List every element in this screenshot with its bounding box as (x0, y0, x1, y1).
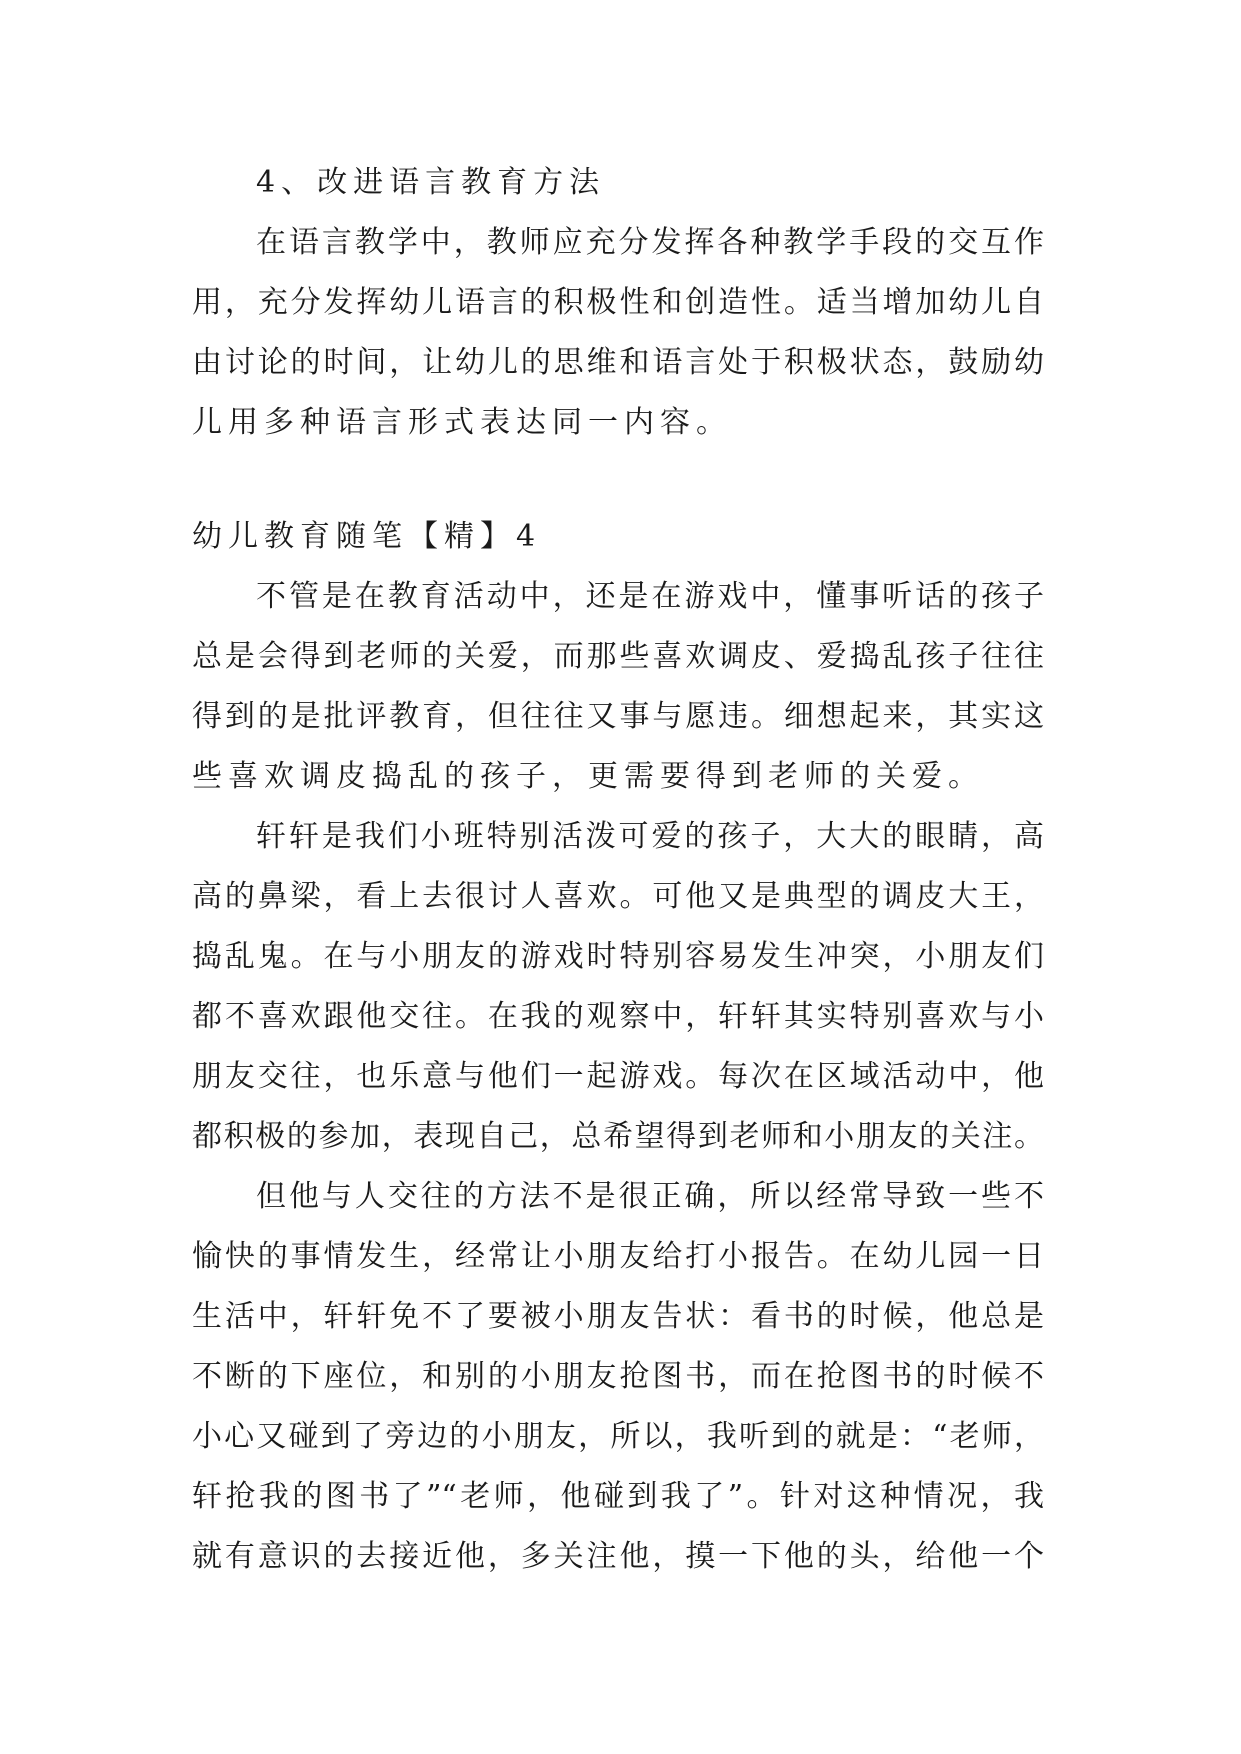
paragraph-line: 小心又碰到了旁边的小朋友，所以，我听到的就是：“老师， (192, 1419, 1044, 1454)
paragraph-line: 在语言教学中，教师应充分发挥各种教学手段的交互作 (256, 225, 1044, 260)
paragraph-line: 轩轩是我们小班特别活泼可爱的孩子，大大的眼睛，高 (256, 819, 1044, 854)
paragraph-line: 都积极的参加，表现自己，总希望得到老师和小朋友的关注。 (192, 1119, 1044, 1154)
paragraph-line: 愉快的事情发生，经常让小朋友给打小报告。在幼儿园一日 (192, 1239, 1044, 1274)
paragraph-line: 都不喜欢跟他交往。在我的观察中，轩轩其实特别喜欢与小 (192, 999, 1044, 1034)
paragraph-line: 得到的是批评教育，但往往又事与愿违。细想起来，其实这 (192, 699, 1044, 734)
paragraph-line: 轩抢我的图书了”“老师，他碰到我了”。针对这种情况，我 (192, 1479, 1044, 1514)
paragraph-line: 儿用多种语言形式表达同一内容。 (192, 405, 732, 440)
paragraph-line: 些喜欢调皮捣乱的孩子，更需要得到老师的关爱。 (192, 759, 984, 794)
paragraph-line: 用，充分发挥幼儿语言的积极性和创造性。适当增加幼儿自 (192, 285, 1044, 320)
paragraph-line: 不断的下座位，和别的小朋友抢图书，而在抢图书的时候不 (192, 1359, 1044, 1394)
paragraph-line: 生活中，轩轩免不了要被小朋友告状：看书的时候，他总是 (192, 1299, 1044, 1334)
article-title: 幼儿教育随笔【精】4 (192, 519, 542, 554)
paragraph-line: 但他与人交往的方法不是很正确，所以经常导致一些不 (256, 1179, 1044, 1214)
paragraph-line: 总是会得到老师的关爱，而那些喜欢调皮、爱捣乱孩子往往 (192, 639, 1044, 674)
paragraph-line: 就有意识的去接近他，多关注他，摸一下他的头，给他一个 (192, 1539, 1044, 1574)
paragraph-line: 由讨论的时间，让幼儿的思维和语言处于积极状态，鼓励幼 (192, 345, 1044, 380)
paragraph-line: 朋友交往，也乐意与他们一起游戏。每次在区域活动中，他 (192, 1059, 1044, 1094)
paragraph-line: 不管是在教育活动中，还是在游戏中，懂事听话的孩子 (256, 579, 1044, 614)
paragraph-line: 捣乱鬼。在与小朋友的游戏时特别容易发生冲突，小朋友们 (192, 939, 1044, 974)
section-heading: 4、改进语言教育方法 (256, 165, 606, 200)
paragraph-line: 高的鼻梁，看上去很讨人喜欢。可他又是典型的调皮大王， (192, 879, 1044, 914)
